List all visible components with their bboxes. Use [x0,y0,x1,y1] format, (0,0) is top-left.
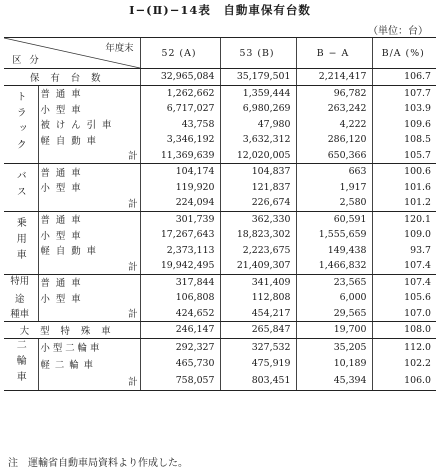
cell-a: 758,057 [140,372,220,390]
col-header-ratio: B/A (%) [372,38,436,69]
row-label: 軽二輪車 [40,359,99,371]
cell-a: 104,174 [140,164,220,180]
cell-a: 3,346,192 [140,132,220,148]
cell-diff: 10,189 [296,356,372,373]
col-header-b: 53 (B) [220,38,296,69]
cell-b: 35,179,501 [220,69,296,86]
cell-b: 475,919 [220,356,296,373]
cell-b: 104,837 [220,164,296,180]
table-row [4,101,436,117]
cell-diff: 45,394 [296,372,372,390]
table-row [4,258,436,274]
cell-b: 362,330 [220,211,296,227]
table-row [4,322,436,339]
corner-bottom-label: 区分 [12,55,47,66]
cell-ratio: 105.6 [372,290,436,306]
cell-ratio: 108.0 [372,322,436,339]
cell-diff: 663 [296,164,372,180]
vehicle-table [4,37,436,391]
table-row [4,132,436,148]
group-label-special-bot: 種車 [4,306,38,322]
cell-b: 12,020,005 [220,148,296,164]
table-row [4,290,436,306]
cell-b: 226,674 [220,195,296,211]
table-row [4,85,436,101]
cell-diff: 286,120 [296,132,372,148]
row-label: 小型車 [40,183,87,195]
cell-a: 11,369,639 [140,148,220,164]
cell-a: 106,808 [140,290,220,306]
cell-b: 47,980 [220,117,296,133]
cell-ratio: 107.4 [372,258,436,274]
table-row [4,306,436,322]
cell-a: 317,844 [140,274,220,290]
row-label: 小型車 [40,230,87,242]
cell-a: 292,327 [140,338,220,356]
row-label: 計 [38,258,140,274]
cell-a: 32,965,084 [140,69,220,86]
row-label: 保有台数 [4,69,140,86]
row-label: 普通車 [38,85,140,101]
cell-ratio: 93.7 [372,243,436,259]
table-row [4,372,436,390]
cell-diff: 263,242 [296,101,372,117]
header-row [4,38,436,69]
corner-header [4,38,140,69]
cell-diff: 35,205 [296,338,372,356]
cell-diff: 19,700 [296,322,372,339]
cell-a: 119,920 [140,180,220,196]
group-text: 乗用車 [14,217,26,265]
table-row [4,69,436,86]
row-label: 小型車 [40,104,87,116]
group-text: バス [14,169,26,202]
table-row [4,338,436,356]
cell-diff: 1,555,659 [296,227,372,243]
unit-label: （単位：台） [368,26,428,37]
table-row [4,180,436,196]
table-row [4,356,436,373]
cell-b: 3,632,312 [220,132,296,148]
row-label: 小型二輪車 [38,338,140,356]
cell-diff: 650,366 [296,148,372,164]
row-label: 普通車 [38,211,140,227]
group-text: トラック [14,90,26,155]
cell-diff: 4,222 [296,117,372,133]
group-label-bus [4,164,38,212]
cell-a: 19,942,495 [140,258,220,274]
table-row [4,164,436,180]
cell-b: 265,847 [220,322,296,339]
cell-b: 6,980,269 [220,101,296,117]
cell-ratio: 107.7 [372,85,436,101]
cell-b: 803,451 [220,372,296,390]
col-header-a: 52 (A) [140,38,220,69]
table-row [4,211,436,227]
cell-b: 341,409 [220,274,296,290]
row-label: 大型特殊車 [4,322,140,339]
cell-a: 2,373,113 [140,243,220,259]
cell-diff: 2,214,417 [296,69,372,86]
cell-diff: 60,591 [296,211,372,227]
cell-a: 17,267,643 [140,227,220,243]
cell-ratio: 106.0 [372,372,436,390]
table-row [4,195,436,211]
cell-ratio: 109.0 [372,227,436,243]
cell-ratio: 120.1 [372,211,436,227]
cell-ratio: 101.6 [372,180,436,196]
row-label: 小型車 [40,293,87,305]
row-label: 被けん引車 [40,120,118,132]
table-row [4,274,436,290]
row-label: 軽自動車 [40,135,103,147]
row-label: 普通車 [38,164,140,180]
group-label-truck [4,85,38,164]
cell-a: 1,262,662 [140,85,220,101]
cell-diff: 1,917 [296,180,372,196]
cell-ratio: 112.0 [372,338,436,356]
group-label-special-mid: 途 [4,290,38,306]
cell-a: 246,147 [140,322,220,339]
cell-ratio: 108.5 [372,132,436,148]
table-title: Ⅰ−(Ⅱ)−14表 自動車保有台数 [129,3,311,17]
cell-b: 112,808 [220,290,296,306]
table-row [4,227,436,243]
row-label: 普通車 [38,274,140,290]
cell-diff: 23,565 [296,274,372,290]
cell-ratio: 101.2 [372,195,436,211]
cell-diff: 29,565 [296,306,372,322]
cell-b: 327,532 [220,338,296,356]
cell-ratio: 100.6 [372,164,436,180]
cell-diff: 6,000 [296,290,372,306]
cell-b: 21,409,307 [220,258,296,274]
cell-ratio: 109.6 [372,117,436,133]
cell-a: 6,717,027 [140,101,220,117]
table-row [4,148,436,164]
cell-b: 454,217 [220,306,296,322]
cell-a: 224,094 [140,195,220,211]
table-row [4,117,436,133]
cell-diff: 96,782 [296,85,372,101]
cell-a: 301,739 [140,211,220,227]
group-label-two-wheel [4,338,38,390]
cell-ratio: 103.9 [372,101,436,117]
cell-diff: 2,580 [296,195,372,211]
cell-diff: 1,466,832 [296,258,372,274]
cell-ratio: 105.7 [372,148,436,164]
row-label: 軽自動車 [40,246,103,258]
group-text: 二輪車 [14,338,26,387]
cell-b: 1,359,444 [220,85,296,101]
col-header-diff: B − A [296,38,372,69]
row-label: 計 [38,306,140,322]
group-label-car [4,211,38,274]
cell-ratio: 107.4 [372,274,436,290]
table-row [4,243,436,259]
cell-b: 18,823,302 [220,227,296,243]
footnote: 注 運輸省自動車局資料より作成した。 [8,458,188,469]
cell-ratio: 102.2 [372,356,436,373]
row-label: 計 [38,195,140,211]
cell-ratio: 106.7 [372,69,436,86]
group-label-special-top: 特用 [4,274,38,290]
row-label: 計 [38,372,140,390]
corner-top-label: 年度末 [105,43,134,54]
cell-a: 465,730 [140,356,220,373]
cell-a: 43,758 [140,117,220,133]
cell-diff: 149,438 [296,243,372,259]
cell-a: 424,652 [140,306,220,322]
cell-ratio: 107.0 [372,306,436,322]
row-label: 計 [38,148,140,164]
cell-b: 2,223,675 [220,243,296,259]
cell-b: 121,837 [220,180,296,196]
